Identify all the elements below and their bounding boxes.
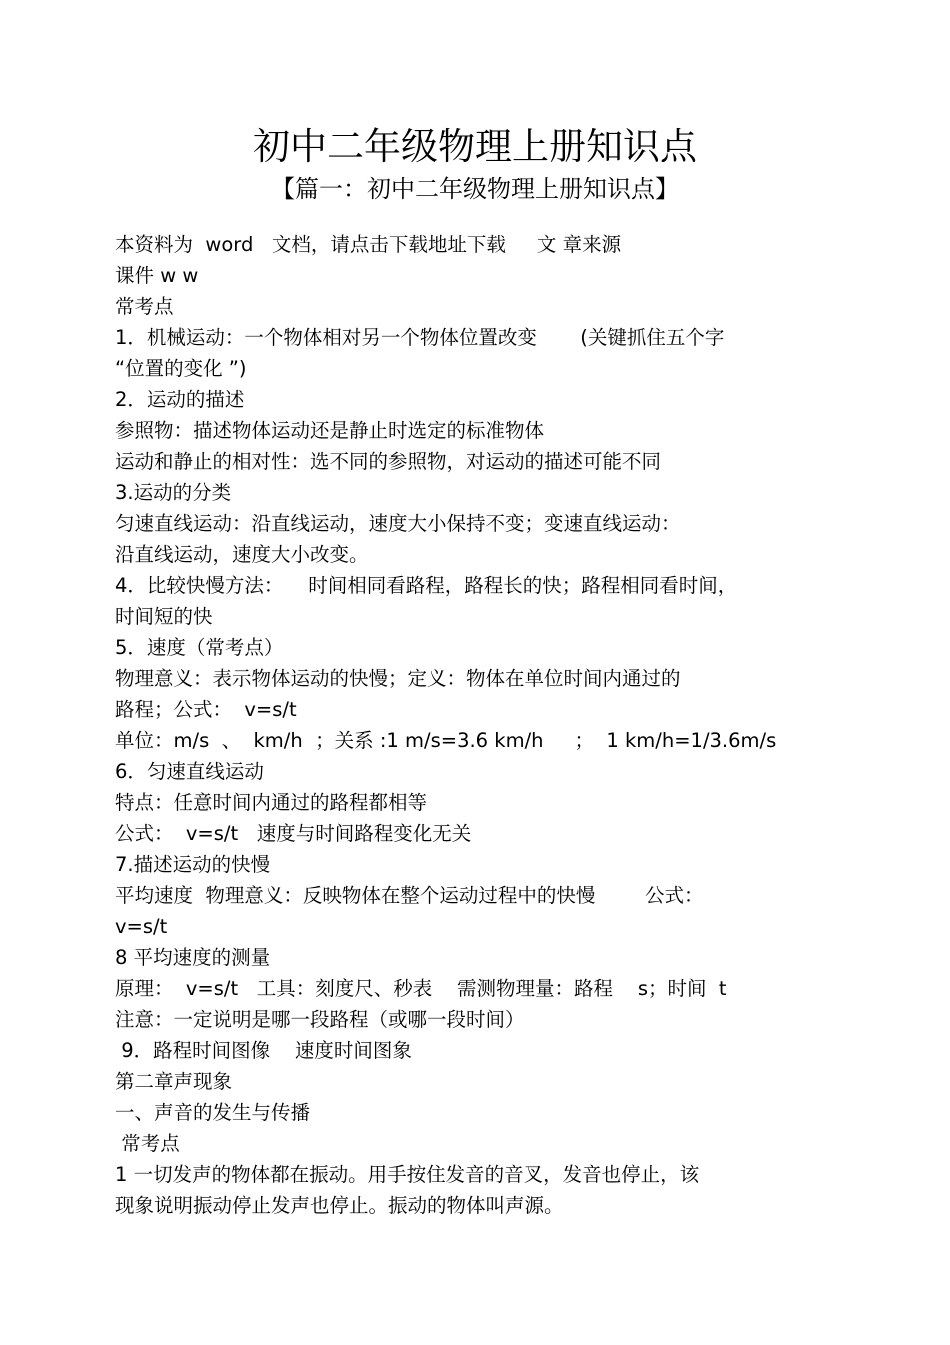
body-line: 6．匀速直线运动 bbox=[115, 760, 264, 783]
body-line: 物理意义：表示物体运动的快慢；定义：物体在单位时间内通过的 bbox=[115, 667, 681, 690]
body-line: 常考点 bbox=[115, 1132, 180, 1155]
body-line: 常考点 bbox=[115, 295, 174, 318]
body-line: 1．机械运动：一个物体相对另一个物体位置改变 (关键抓住五个字 bbox=[115, 326, 725, 349]
body-line: 公式： v=s/t 速度与时间路程变化无关 bbox=[115, 822, 472, 845]
document-subtitle: 【篇一：初中二年级物理上册知识点】 bbox=[271, 175, 679, 203]
body-line: 时间短的快 bbox=[115, 605, 213, 628]
body-line: 注意：一定说明是哪一段路程（或哪一段时间） bbox=[115, 1008, 525, 1031]
body-line: 特点：任意时间内通过的路程都相等 bbox=[115, 791, 428, 814]
body-line: 参照物：描述物体运动还是静止时选定的标准物体 bbox=[115, 419, 545, 442]
body-line: 一、声音的发生与传播 bbox=[115, 1101, 311, 1124]
body-line: 运动和静止的相对性：选不同的参照物，对运动的描述可能不同 bbox=[115, 450, 662, 473]
body-line: 单位：m/s 、 km/h ；关系 :1 m/s=3.6 km/h ； 1 km/h=1/3.6m/s bbox=[115, 729, 777, 752]
body-line: v=s/t bbox=[115, 915, 168, 938]
body-line: 5．速度（常考点） bbox=[115, 636, 284, 659]
body-line: 课件 w w bbox=[115, 264, 199, 287]
body-line: 4．比较快慢方法： 时间相同看路程，路程长的快；路程相同看时间， bbox=[115, 574, 738, 597]
document-title: 初中二年级物理上册知识点 bbox=[253, 125, 697, 168]
body-line: 第二章声现象 bbox=[115, 1070, 233, 1093]
document-body bbox=[115, 229, 875, 1221]
body-line: 平均速度 物理意义：反映物体在整个运动过程中的快慢 公式： bbox=[115, 884, 704, 907]
body-line: 9．路程时间图像 速度时间图象 bbox=[115, 1039, 412, 1062]
body-line: 沿直线运动，速度大小改变。 bbox=[115, 543, 369, 566]
body-line: 原理： v=s/t 工具：刻度尺、秒表 需测物理量：路程 s；时间 t bbox=[115, 977, 727, 1000]
body-line: 匀速直线运动：沿直线运动，速度大小保持不变；变速直线运动： bbox=[115, 512, 681, 535]
body-line: 路程；公式： v=s/t bbox=[115, 698, 297, 721]
body-line: 本资料为 word 文档，请点击下载地址下载 文 章来源 bbox=[115, 233, 622, 256]
body-line: “位置的变化 ”) bbox=[115, 357, 247, 380]
body-line: 7.描述运动的快慢 bbox=[115, 853, 271, 876]
body-line: 2．运动的描述 bbox=[115, 388, 245, 411]
body-line: 现象说明振动停止发声也停止。振动的物体叫声源。 bbox=[115, 1194, 564, 1217]
body-line: 3.运动的分类 bbox=[115, 481, 232, 504]
body-line: 1 一切发声的物体都在振动。用手按住发音的音叉，发音也停止，该 bbox=[115, 1163, 700, 1186]
body-line: 8 平均速度的测量 bbox=[115, 946, 271, 969]
